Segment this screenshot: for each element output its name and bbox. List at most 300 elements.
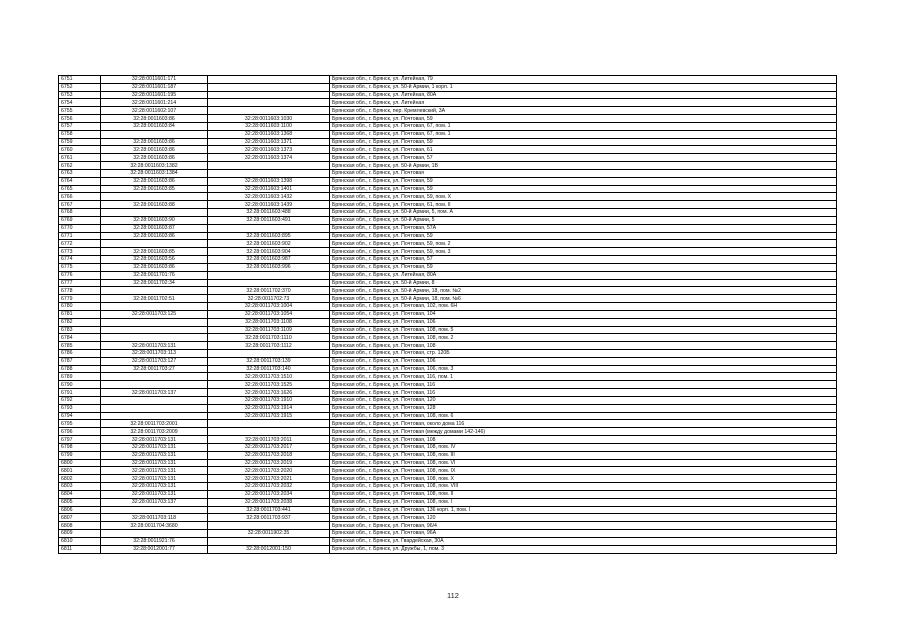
land-cadastral-number-cell [101, 130, 208, 138]
page-number: 112 [447, 591, 459, 600]
row-number-cell: 6795 [59, 420, 101, 428]
table-row [59, 240, 837, 248]
land-cadastral-number-cell: 32:28:0011603:90 [101, 216, 208, 224]
table-row [59, 303, 837, 311]
land-cadastral-number-cell: 32:28:0012001:77 [101, 545, 208, 553]
object-cadastral-number-cell: 32:28:0011603:904 [208, 248, 330, 256]
row-number-cell: 6806 [59, 506, 101, 514]
address-cell: Брянская обл., г. Брянск, ул. Почтовая, 59 [330, 232, 837, 240]
address-cell: Брянская обл., г. Брянск, ул. 50-й Армии, 5 [330, 216, 837, 224]
object-cadastral-number-cell: 32:28:0011703:2020 [208, 467, 330, 475]
land-cadastral-number-cell: 32:28:0011601:214 [101, 99, 208, 107]
object-cadastral-number-cell: 32:28:0011703:1109 [208, 326, 330, 334]
object-cadastral-number-cell: 32:28:0011603:996 [208, 263, 330, 271]
object-cadastral-number-cell: 32:28:0011603:902 [208, 240, 330, 248]
object-cadastral-number-cell: 32:28:0011603:491 [208, 216, 330, 224]
land-cadastral-number-cell: 32:28:0011603:88 [101, 201, 208, 209]
land-cadastral-number-cell [101, 412, 208, 420]
land-cadastral-number-cell: 32:28:0011602:107 [101, 107, 208, 115]
land-cadastral-number-cell: 32:28:0011703:127 [101, 357, 208, 365]
address-cell: Брянская обл., г. Брянск, ул. 50-й Армии, 5, пом. А [330, 209, 837, 217]
object-cadastral-number-cell: 32:28:0011603:1439 [208, 201, 330, 209]
row-number-cell: 6801 [59, 467, 101, 475]
row-number-cell: 6762 [59, 162, 101, 170]
table-row [59, 318, 837, 326]
land-cadastral-number-cell: 32:28:0011603:86 [101, 263, 208, 271]
row-number-cell: 6802 [59, 475, 101, 483]
table-row [59, 514, 837, 522]
land-cadastral-number-cell: 32:28:0011703:113 [101, 349, 208, 357]
land-cadastral-number-cell [101, 404, 208, 412]
table-row [59, 216, 837, 224]
object-cadastral-number-cell: 32:28:0011603:1401 [208, 185, 330, 193]
address-cell: Брянская обл., г. Брянск, ул. Почтовая, 59 [330, 177, 837, 185]
table-row [59, 107, 837, 115]
land-cadastral-number-cell: 32:28:0011601:171 [101, 76, 208, 84]
land-cadastral-number-cell: 32:28:0011603:85 [101, 248, 208, 256]
address-cell: Брянская обл., г. Брянск, ул. Почтовая, 116 [330, 389, 837, 397]
land-cadastral-number-cell: 32:28:0011603:87 [101, 224, 208, 232]
table-row [59, 224, 837, 232]
land-cadastral-number-cell: 32:28:0011703:27 [101, 365, 208, 373]
table-row [59, 201, 837, 209]
address-cell: Брянская обл., г. Брянск, ул. Почтовая, стр. 120Б [330, 349, 837, 357]
table-row [59, 537, 837, 545]
address-cell: Брянская обл., г. Брянск, ул. Литейная, 80А [330, 91, 837, 99]
land-cadastral-number-cell: 32:28:0011603:86 [101, 115, 208, 123]
row-number-cell: 6757 [59, 122, 101, 130]
object-cadastral-number-cell: 32:28:0011703:1108 [208, 318, 330, 326]
row-number-cell: 6808 [59, 522, 101, 530]
land-cadastral-number-cell [101, 303, 208, 311]
row-number-cell: 6761 [59, 154, 101, 162]
address-cell: Брянская обл., г. Брянск, ул. Литейная [330, 99, 837, 107]
table-row [59, 279, 837, 287]
table-row [59, 115, 837, 123]
row-number-cell: 6756 [59, 115, 101, 123]
address-cell: Брянская обл., г. Брянск, ул. Почтовая, 96/4 [330, 522, 837, 530]
land-cadastral-number-cell: 32:28:0011603:84 [101, 122, 208, 130]
address-cell: Брянская обл., г. Брянск, ул. Почтовая, 108, пом. 5 [330, 326, 837, 334]
land-cadastral-number-cell: 32:28:0011703:131 [101, 475, 208, 483]
land-cadastral-number-cell: 32:28:0011703:131 [101, 483, 208, 491]
row-number-cell: 6769 [59, 216, 101, 224]
row-number-cell: 6751 [59, 76, 101, 84]
object-cadastral-number-cell: 32:28:0011603:1368 [208, 130, 330, 138]
land-cadastral-number-cell: 32:28:0011703:2009 [101, 428, 208, 436]
table-row [59, 428, 837, 436]
address-cell: Брянская обл., г. Брянск, ул. Почтовая, 57А [330, 224, 837, 232]
table-row [59, 365, 837, 373]
address-cell: Брянская обл., г. Брянск, ул. Почтовая, около дома 116 [330, 420, 837, 428]
row-number-cell: 6784 [59, 334, 101, 342]
object-cadastral-number-cell: 32:28:0011703:1914 [208, 404, 330, 412]
table-row [59, 209, 837, 217]
land-cadastral-number-cell: 32:28:0011703:137 [101, 498, 208, 506]
table-row [59, 530, 837, 538]
row-number-cell: 6804 [59, 490, 101, 498]
address-cell: Брянская обл., г. Брянск, ул. Почтовая, 108, пом. 2 [330, 334, 837, 342]
address-cell: Брянская обл., г. Брянск, ул. Гвардейская, 30А [330, 537, 837, 545]
land-cadastral-number-cell [101, 373, 208, 381]
object-cadastral-number-cell: 32:28:0011703:2034 [208, 490, 330, 498]
land-cadastral-number-cell: 32:28:0011921:76 [101, 537, 208, 545]
address-cell: Брянская обл., г. Брянск, ул. Почтовая, 106 [330, 318, 837, 326]
table-row [59, 490, 837, 498]
land-cadastral-number-cell: 32:28:0011603:56 [101, 256, 208, 264]
object-cadastral-number-cell: 32:28:0011902:35 [208, 530, 330, 538]
row-number-cell: 6775 [59, 263, 101, 271]
land-cadastral-number-cell: 32:28:0011703:131 [101, 443, 208, 451]
address-cell: Брянская обл., г. Брянск, ул. Почтовая, 108, пом. X [330, 475, 837, 483]
address-cell: Брянская обл., г. Брянск, ул. Почтовая, 108, пом. III [330, 451, 837, 459]
table-row [59, 381, 837, 389]
table-row [59, 287, 837, 295]
object-cadastral-number-cell [208, 537, 330, 545]
object-cadastral-number-cell: 32:28:0011703:1004 [208, 303, 330, 311]
address-cell: Брянская обл., г. Брянск, ул. Почтовая, 102, пом. 6Н [330, 303, 837, 311]
object-cadastral-number-cell: 32:28:0011703:1525 [208, 381, 330, 389]
table-row [59, 506, 837, 514]
row-number-cell: 6779 [59, 295, 101, 303]
table-row [59, 443, 837, 451]
land-cadastral-number-cell: 32:28:0011703:131 [101, 459, 208, 467]
object-cadastral-number-cell [208, 99, 330, 107]
address-cell: Брянская обл., г. Брянск, ул. Почтовая, 108, пом. IV [330, 443, 837, 451]
object-cadastral-number-cell: 32:28:0011703:1054 [208, 310, 330, 318]
table-row [59, 177, 837, 185]
table-row [59, 256, 837, 264]
object-cadastral-number-cell: 32:28:0011603:1432 [208, 193, 330, 201]
table-row [59, 483, 837, 491]
address-cell: Брянская обл., г. Брянск, ул. Почтовая, 59, пом. 2 [330, 240, 837, 248]
land-cadastral-number-cell [101, 318, 208, 326]
row-number-cell: 6773 [59, 248, 101, 256]
table-row [59, 404, 837, 412]
row-number-cell: 6786 [59, 349, 101, 357]
land-cadastral-number-cell [101, 193, 208, 201]
row-number-cell: 6805 [59, 498, 101, 506]
object-cadastral-number-cell: 32:28:0011703:2019 [208, 459, 330, 467]
row-number-cell: 6780 [59, 303, 101, 311]
address-cell: Брянская обл., г. Брянск, ул. Почтовая, 59 [330, 263, 837, 271]
table-row [59, 357, 837, 365]
row-number-cell: 6794 [59, 412, 101, 420]
land-cadastral-number-cell [101, 334, 208, 342]
table-row [59, 420, 837, 428]
row-number-cell: 6781 [59, 310, 101, 318]
object-cadastral-number-cell: 32:28:0011703:2011 [208, 436, 330, 444]
row-number-cell: 6760 [59, 146, 101, 154]
object-cadastral-number-cell: 32:28:0011703:2032 [208, 483, 330, 491]
row-number-cell: 6787 [59, 357, 101, 365]
object-cadastral-number-cell [208, 271, 330, 279]
table-row [59, 342, 837, 350]
row-number-cell: 6797 [59, 436, 101, 444]
row-number-cell: 6783 [59, 326, 101, 334]
table-row [59, 91, 837, 99]
object-cadastral-number-cell [208, 162, 330, 170]
land-cadastral-number-cell: 32:28:0011703:131 [101, 467, 208, 475]
address-cell: Брянская обл., г. Брянск, ул. Почтовая, 67, пом. 1 [330, 130, 837, 138]
land-cadastral-number-cell: 32:28:0011704:3680 [101, 522, 208, 530]
row-number-cell: 6789 [59, 373, 101, 381]
table-row [59, 475, 837, 483]
row-number-cell: 6766 [59, 193, 101, 201]
row-number-cell: 6792 [59, 396, 101, 404]
object-cadastral-number-cell: 32:28:0011603:488 [208, 209, 330, 217]
row-number-cell: 6758 [59, 130, 101, 138]
row-number-cell: 6785 [59, 342, 101, 350]
object-cadastral-number-cell [208, 522, 330, 530]
object-cadastral-number-cell: 32:28:0011703:1112 [208, 342, 330, 350]
land-cadastral-number-cell: 32:28:0011603:86 [101, 146, 208, 154]
land-cadastral-number-cell: 32:28:0011603:85 [101, 185, 208, 193]
address-cell: Брянская обл., г. Брянск, ул. Литейная, 79 [330, 76, 837, 84]
table-row [59, 326, 837, 334]
object-cadastral-number-cell [208, 420, 330, 428]
row-number-cell: 6803 [59, 483, 101, 491]
address-cell: Брянская обл., г. Брянск, ул. Дружбы, 1, пом. 3 [330, 545, 837, 553]
row-number-cell: 6765 [59, 185, 101, 193]
address-cell: Брянская обл., г. Брянск, ул. Почтовая, 116 [330, 381, 837, 389]
row-number-cell: 6791 [59, 389, 101, 397]
address-cell: Брянская обл., г. Брянск, ул. Почтовая, 67, пом. 1 [330, 122, 837, 130]
land-cadastral-number-cell: 32:28:0011703:118 [101, 514, 208, 522]
address-cell: Брянская обл., г. Брянск, ул. Литейная, 80А [330, 271, 837, 279]
row-number-cell: 6776 [59, 271, 101, 279]
land-cadastral-number-cell: 32:28:0011603:86 [101, 232, 208, 240]
object-cadastral-number-cell: 32:28:0011703:937 [208, 514, 330, 522]
object-cadastral-number-cell: 32:28:0011603:1398 [208, 177, 330, 185]
table-row [59, 146, 837, 154]
row-number-cell: 6811 [59, 545, 101, 553]
land-cadastral-number-cell [101, 381, 208, 389]
land-cadastral-number-cell: 32:28:0011702:51 [101, 295, 208, 303]
row-number-cell: 6772 [59, 240, 101, 248]
table-row [59, 467, 837, 475]
address-cell: Брянская обл., г. Брянск, ул. Почтовая, 136 корп. 1, пом. I [330, 506, 837, 514]
land-cadastral-number-cell: 32:28:0011603:86 [101, 138, 208, 146]
object-cadastral-number-cell: 32:28:0011703:1915 [208, 412, 330, 420]
address-cell: Брянская обл., г. Брянск, ул. 50-й Армии, 18, пом. №2 [330, 287, 837, 295]
table-row [59, 295, 837, 303]
land-cadastral-number-cell: 32:28:0011703:131 [101, 490, 208, 498]
object-cadastral-number-cell: 32:28:0011603:895 [208, 232, 330, 240]
address-cell: Брянская обл., г. Брянск, ул. Почтовая, 59 [330, 138, 837, 146]
row-number-cell: 6790 [59, 381, 101, 389]
address-cell: Брянская обл., г. Брянск, ул. Почтовая, 108 [330, 342, 837, 350]
table-row [59, 138, 837, 146]
land-cadastral-number-cell: 32:28:0011703:125 [101, 310, 208, 318]
row-number-cell: 6799 [59, 451, 101, 459]
table-row [59, 498, 837, 506]
address-cell: Брянская обл., г. Брянск, ул. Почтовая (между домами 142-146) [330, 428, 837, 436]
table-row [59, 130, 837, 138]
row-number-cell: 6764 [59, 177, 101, 185]
object-cadastral-number-cell: 32:28:0011703:2017 [208, 443, 330, 451]
row-number-cell: 6800 [59, 459, 101, 467]
address-cell: Брянская обл., г. Брянск, ул. Почтовая, 59 [330, 115, 837, 123]
table-row [59, 263, 837, 271]
land-cadastral-number-cell [101, 287, 208, 295]
table-row [59, 162, 837, 170]
object-cadastral-number-cell: 32:28:0011603:1374 [208, 154, 330, 162]
table-row [59, 122, 837, 130]
land-cadastral-number-cell: 32:28:0011603:1384 [101, 169, 208, 177]
land-cadastral-number-cell [101, 396, 208, 404]
land-cadastral-number-cell: 32:28:0011603:86 [101, 154, 208, 162]
object-cadastral-number-cell: 32:28:0011703:140 [208, 365, 330, 373]
object-cadastral-number-cell: 32:28:0011703:1510 [208, 373, 330, 381]
object-cadastral-number-cell: 32:28:0011703:2038 [208, 498, 330, 506]
row-number-cell: 6782 [59, 318, 101, 326]
row-number-cell: 6767 [59, 201, 101, 209]
object-cadastral-number-cell [208, 107, 330, 115]
row-number-cell: 6778 [59, 287, 101, 295]
row-number-cell: 6755 [59, 107, 101, 115]
registry-table-body [59, 76, 837, 554]
object-cadastral-number-cell: 32:28:0011603:987 [208, 256, 330, 264]
address-cell: Брянская обл., г. Брянск, ул. Почтовая, 108, пом. VI [330, 459, 837, 467]
land-cadastral-number-cell [101, 506, 208, 514]
address-cell: Брянская обл., г. Брянск, ул. Почтовая, 61 [330, 146, 837, 154]
table-row [59, 310, 837, 318]
address-cell: Брянская обл., г. Брянск, ул. 50-й Армии, 8 [330, 279, 837, 287]
address-cell: Брянская обл., г. Брянск, ул. Почтовая, 96А [330, 530, 837, 538]
table-row [59, 154, 837, 162]
table-row [59, 373, 837, 381]
land-cadastral-number-cell [101, 530, 208, 538]
land-cadastral-number-cell: 32:28:0011703:131 [101, 451, 208, 459]
object-cadastral-number-cell: 32:28:0012001:150 [208, 545, 330, 553]
object-cadastral-number-cell [208, 279, 330, 287]
land-cadastral-number-cell: 32:28:0011601:187 [101, 83, 208, 91]
object-cadastral-number-cell [208, 349, 330, 357]
land-cadastral-number-cell: 32:28:0011703:131 [101, 436, 208, 444]
address-cell: Брянская обл., г. Брянск, ул. Почтовая, 106 [330, 357, 837, 365]
table-row [59, 169, 837, 177]
row-number-cell: 6810 [59, 537, 101, 545]
land-cadastral-number-cell [101, 209, 208, 217]
row-number-cell: 6798 [59, 443, 101, 451]
table-row [59, 271, 837, 279]
object-cadastral-number-cell: 32:28:0011702:73 [208, 295, 330, 303]
object-cadastral-number-cell: 32:28:0011702:370 [208, 287, 330, 295]
address-cell: Брянская обл., г. Брянск, ул. Почтовая [330, 169, 837, 177]
table-row [59, 232, 837, 240]
object-cadastral-number-cell [208, 428, 330, 436]
land-cadastral-number-cell: 32:28:0011703:131 [101, 342, 208, 350]
object-cadastral-number-cell: 32:28:0011603:1030 [208, 115, 330, 123]
object-cadastral-number-cell: 32:28:0011603:1100 [208, 122, 330, 130]
table-row [59, 522, 837, 530]
table-row [59, 76, 837, 84]
row-number-cell: 6774 [59, 256, 101, 264]
object-cadastral-number-cell [208, 83, 330, 91]
object-cadastral-number-cell: 32:28:0011703:1110 [208, 334, 330, 342]
address-cell: Брянская обл., г. Брянск, ул. Почтовая, 57 [330, 154, 837, 162]
address-cell: Брянская обл., г. Брянск, ул. Почтовая, 108, пом. 6 [330, 412, 837, 420]
row-number-cell: 6809 [59, 530, 101, 538]
object-cadastral-number-cell: 32:28:0011603:1371 [208, 138, 330, 146]
land-cadastral-number-cell [101, 326, 208, 334]
row-number-cell: 6807 [59, 514, 101, 522]
table-row [59, 193, 837, 201]
address-cell: Брянская обл., г. Брянск, ул. Почтовая, 116, пом. 1 [330, 373, 837, 381]
address-cell: Брянская обл., г. Брянск, ул. Почтовая, 59 [330, 185, 837, 193]
address-cell: Брянская обл., г. Брянск, ул. Почтовая, 120 [330, 514, 837, 522]
object-cadastral-number-cell [208, 91, 330, 99]
row-number-cell: 6796 [59, 428, 101, 436]
object-cadastral-number-cell [208, 224, 330, 232]
address-cell: Брянская обл., г. Брянск, ул. Почтовая, 59, пом. X [330, 193, 837, 201]
address-cell: Брянская обл., г. Брянск, ул. Почтовая, 108, пом. IX [330, 467, 837, 475]
table-row [59, 436, 837, 444]
land-cadastral-number-cell: 32:28:0011703:137 [101, 389, 208, 397]
row-number-cell: 6770 [59, 224, 101, 232]
address-cell: Брянская обл., г. Брянск, ул. Почтовая, 108, пом. II [330, 490, 837, 498]
table-row [59, 389, 837, 397]
address-cell: Брянская обл., г. Брянск, ул. Почтовая, 57 [330, 256, 837, 264]
table-row [59, 99, 837, 107]
address-cell: Брянская обл., г. Брянск, ул. 50-й Армии, 1 корп. 1 [330, 83, 837, 91]
row-number-cell: 6759 [59, 138, 101, 146]
land-cadastral-number-cell [101, 240, 208, 248]
address-cell: Брянская обл., г. Брянск, пер. Кремлевский, 3А [330, 107, 837, 115]
row-number-cell: 6754 [59, 99, 101, 107]
row-number-cell: 6768 [59, 209, 101, 217]
address-cell: Брянская обл., г. Брянск, ул. Почтовая, 108, пом. VIII [330, 483, 837, 491]
object-cadastral-number-cell: 32:28:0011703:1910 [208, 396, 330, 404]
row-number-cell: 6777 [59, 279, 101, 287]
table-row [59, 412, 837, 420]
row-number-cell: 6793 [59, 404, 101, 412]
land-cadastral-number-cell: 32:28:0011603:1382 [101, 162, 208, 170]
registry-table [58, 75, 837, 554]
address-cell: Брянская обл., г. Брянск, ул. Почтовая, 120 [330, 396, 837, 404]
table-row [59, 451, 837, 459]
land-cadastral-number-cell: 32:28:0011703:2001 [101, 420, 208, 428]
address-cell: Брянская обл., г. Брянск, ул. Почтовая, 108 [330, 436, 837, 444]
address-cell: Брянская обл., г. Брянск, ул. Почтовая, 61, пом. II [330, 201, 837, 209]
table-row [59, 248, 837, 256]
address-cell: Брянская обл., г. Брянск, ул. Почтовая, 104 [330, 310, 837, 318]
table-row [59, 185, 837, 193]
object-cadastral-number-cell: 32:28:0011703:2018 [208, 451, 330, 459]
address-cell: Брянская обл., г. Брянск, ул. Почтовая, 59, пом. 3 [330, 248, 837, 256]
object-cadastral-number-cell: 32:28:0011703:2021 [208, 475, 330, 483]
object-cadastral-number-cell [208, 76, 330, 84]
row-number-cell: 6753 [59, 91, 101, 99]
object-cadastral-number-cell: 32:28:0011703:139 [208, 357, 330, 365]
row-number-cell: 6763 [59, 169, 101, 177]
land-cadastral-number-cell: 32:28:0011702:34 [101, 279, 208, 287]
table-row [59, 334, 837, 342]
object-cadastral-number-cell: 32:28:0011603:1373 [208, 146, 330, 154]
object-cadastral-number-cell: 32:28:0011703:1626 [208, 389, 330, 397]
address-cell: Брянская обл., г. Брянск, ул. 50-й Армии, 18, пом. №6 [330, 295, 837, 303]
table-row [59, 396, 837, 404]
object-cadastral-number-cell [208, 169, 330, 177]
land-cadastral-number-cell: 32:28:0011701:76 [101, 271, 208, 279]
table-row [59, 349, 837, 357]
table-row [59, 459, 837, 467]
row-number-cell: 6752 [59, 83, 101, 91]
address-cell: Брянская обл., г. Брянск, ул. 50-й Армии, 1В [330, 162, 837, 170]
table-row [59, 83, 837, 91]
address-cell: Брянская обл., г. Брянск, ул. Почтовая, 128 [330, 404, 837, 412]
